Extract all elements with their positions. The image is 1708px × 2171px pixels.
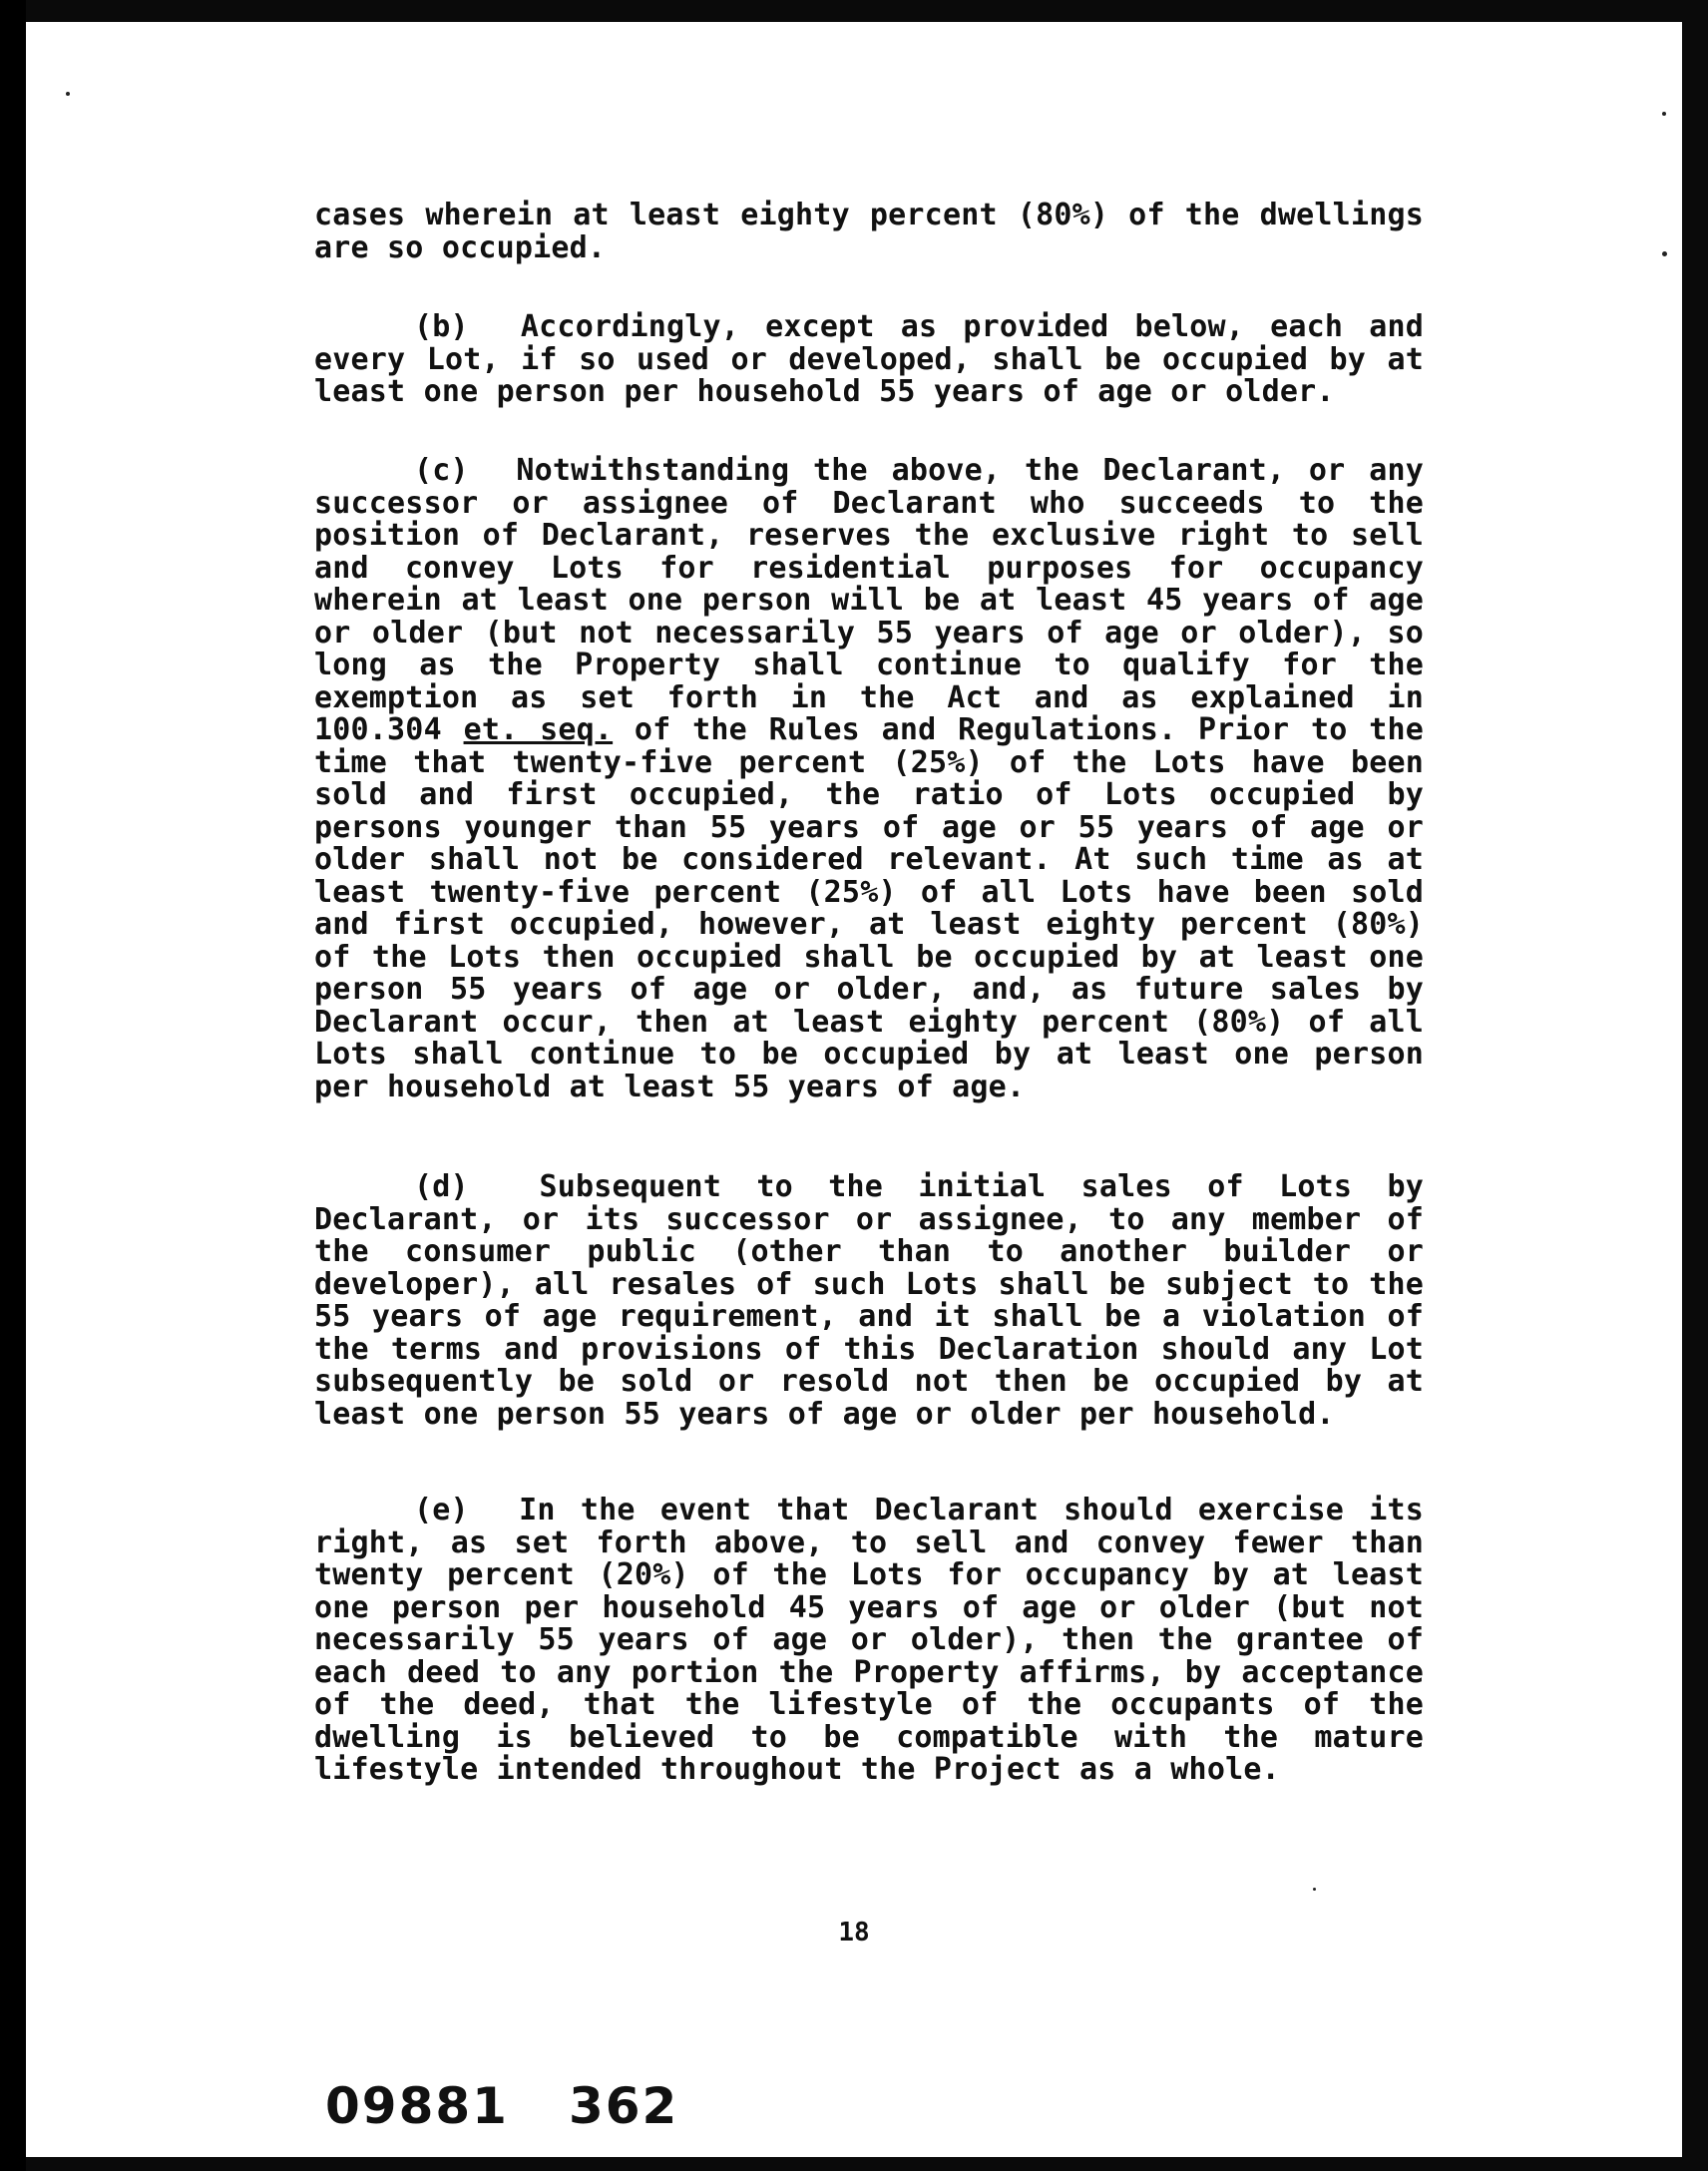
paragraph-text: [314, 453, 1443, 1104]
paragraph-continuation: [314, 198, 1443, 265]
paragraph-c: [314, 453, 1443, 1104]
stamp-book-number: 09881: [325, 2077, 509, 2135]
stamp-page-number: 362: [568, 2077, 679, 2135]
paragraph-text: (e) In the event that Declarant should exercise its right, as set forth above, to sell and convey fewer than twenty percent (20%) of the Lots for occupancy by at least one person per household 45 years of age or older (but not necessarily 55 years of age or older), then the grantee of each deed to any portion the Property affirms, by acceptance of the deed, that the lifestyle of the occupants of the dwelling is believed to be compatible with the mature lifestyle intended throughout the Project as a whole.: [314, 1493, 1443, 1787]
scan-speck: [1662, 251, 1667, 256]
paragraph-d: [314, 1169, 1443, 1432]
paragraph-c-part2: of the Rules and Regulations. Prior to the time that twenty-five percent (25%) of the Lots have been sold and first occupied, the ratio of Lots occupied by persons younger than 55 years of age or 55 years of age or older shall not be considered relevant. At such time as at least twenty-five percent (25%) of all Lots have been sold and first occupied, however, at least eighty percent (80%) of the Lots then occupied shall be occupied by at least one person 55 years of age or older, and, as future sales by Declarant occur, then at least eighty percent (80%) of all Lots shall continue to be occupied by at least one person per household at least 55 years of age.: [314, 712, 1443, 1104]
paragraph-c-part1: (c) Notwithstanding the above, the Declarant, or any successor or assignee of Declarant who succeeds to the position of Declarant, reserves the exclusive right to sell and convey Lots for residential purposes for occupancy wherein at least one person will be at least 45 years of age or older (but not necessarily 55 years of age or older), so long as the Property shall continue to qualify for the exemption as set forth in the Act and as explained in 100.304: [314, 453, 1443, 747]
paragraph-text: (d) Subsequent to the initial sales of Lots by Declarant, or its successor or assignee, to any member of the consumer public (other than to another builder or developer), all resales of such Lots shall be subject to the 55 years of age requirement, and it shall be a violation of the terms and provisions of this Declaration should any Lot subsequently be sold or resold not then be occupied by at least one person 55 years of age or older per household.: [314, 1169, 1443, 1432]
et-seq-underlined: et. seq.: [463, 712, 614, 747]
scan-border-left: [0, 0, 26, 2171]
page-number: 18: [838, 1918, 870, 1948]
scan-speck: [1662, 112, 1666, 116]
paragraph-e: [314, 1493, 1443, 1787]
paragraph-b: [314, 309, 1443, 409]
paragraph-text: cases wherein at least eighty percent (80%) of the dwellings are so occupied.: [314, 198, 1443, 265]
paragraph-text: (b) Accordingly, except as provided below, each and every Lot, if so used or developed, shall be occupied by at least one person per household 55 years of age or older.: [314, 309, 1443, 409]
document-page: [26, 22, 1682, 2157]
scan-speck: [1313, 1888, 1316, 1891]
scan-speck: [66, 92, 70, 96]
recording-stamp: [325, 2077, 678, 2135]
